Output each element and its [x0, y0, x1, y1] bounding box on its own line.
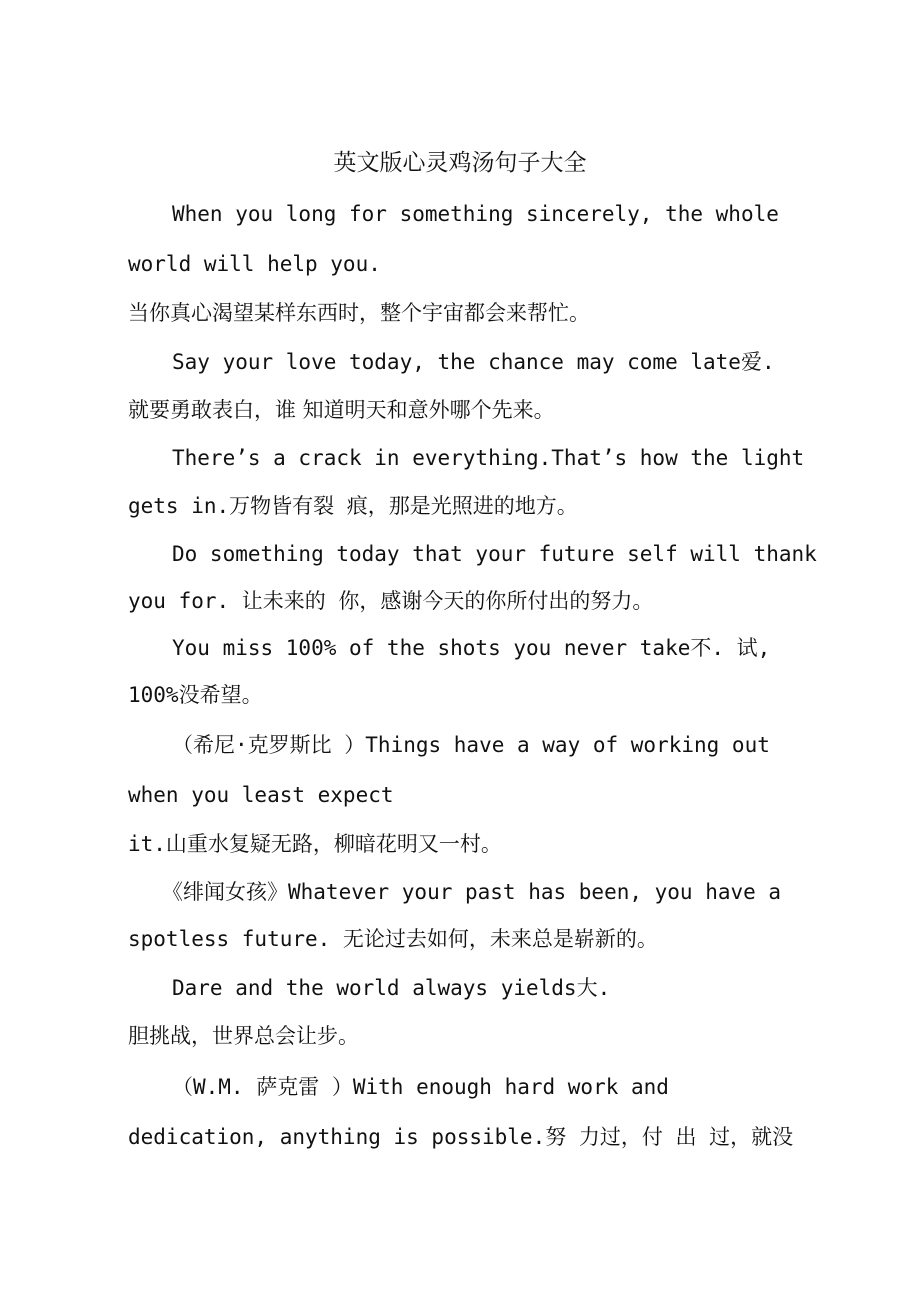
text-line: When you long for something sincerely, the whole	[172, 202, 779, 226]
text-line: world will help you.	[128, 252, 381, 276]
text-line: 《绯闻女孩》Whatever your past has been, you have a	[162, 880, 782, 904]
text-line: Say your love today, the chance may come late爱.	[172, 350, 775, 374]
text-line: 100%没希望。	[128, 683, 263, 707]
text-line: it.山重水复疑无路，柳暗花明又一村。	[128, 832, 502, 856]
text-line: spotless future. 无论过去如何，未来总是崭新的。	[128, 927, 658, 951]
text-line: dedication, anything is possible.努 力过，付 出 过，就没	[128, 1125, 794, 1149]
text-line: Do something today that your future self will thank	[172, 542, 817, 566]
text-line: when you least expect	[128, 783, 394, 807]
text-line: 胆挑战，世界总会让步。	[128, 1024, 359, 1048]
text-line: There’s a crack in everything.That’s how the light	[172, 446, 805, 470]
text-line: You miss 100% of the shots you never take不. 试,	[172, 636, 771, 660]
text-line: （希尼·克罗斯比 ）Things have a way of working out	[172, 733, 770, 757]
text-line: you for. 让未来的 你，感谢今天的你所付出的努力。	[128, 589, 654, 613]
text-line: （W.M. 萨克雷 ）With enough hard work and	[172, 1075, 669, 1099]
text-line: 就要勇敢表白，谁 知道明天和意外哪个先来。	[128, 398, 555, 422]
text-line: 当你真心渴望某样东西时，整个宇宙都会来帮忙。	[128, 301, 590, 325]
text-line: Dare and the world always yields大.	[172, 976, 611, 1000]
text-line: gets in.万物皆有裂 痕，那是光照进的地方。	[128, 494, 578, 518]
document-title: 英文版心灵鸡汤句子大全	[333, 150, 587, 176]
